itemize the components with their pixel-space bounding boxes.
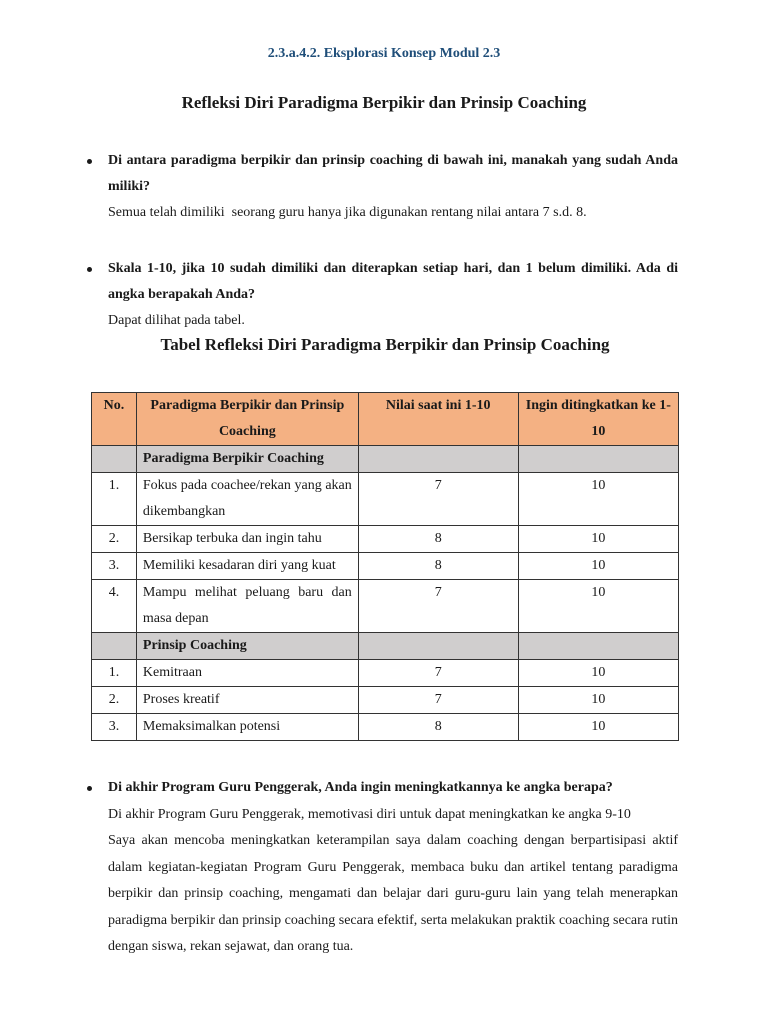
row-current: 7 bbox=[358, 580, 518, 633]
bullet-icon bbox=[87, 786, 92, 791]
question-block-2 bbox=[108, 256, 678, 334]
row-current: 8 bbox=[358, 714, 518, 741]
row-current: 7 bbox=[358, 687, 518, 714]
row-item: Memaksimalkan potensi bbox=[136, 714, 358, 741]
page-title: Refleksi Diri Paradigma Berpikir dan Prinsip Coaching bbox=[181, 93, 587, 112]
table-row bbox=[92, 714, 679, 741]
section-label: Prinsip Coaching bbox=[136, 633, 358, 660]
table-row bbox=[92, 473, 679, 526]
header-item: Paradigma Berpikir dan Prinsip Coaching bbox=[136, 393, 358, 446]
row-target: 10 bbox=[518, 687, 678, 714]
row-current: 7 bbox=[358, 473, 518, 526]
row-target: 10 bbox=[518, 553, 678, 580]
answer-text: Semua telah dimiliki seorang guru hanya jika digunakan rentang nilai antara 7 s.d. 8. bbox=[108, 205, 587, 220]
row-item: Memiliki kesadaran diri yang kuat bbox=[136, 553, 358, 580]
row-item: Bersikap terbuka dan ingin tahu bbox=[136, 526, 358, 553]
header-current: Nilai saat ini 1-10 bbox=[358, 393, 518, 446]
table-row bbox=[92, 660, 679, 687]
row-no: 4. bbox=[92, 580, 137, 633]
question-block-1 bbox=[108, 148, 678, 226]
table-row bbox=[92, 526, 679, 553]
row-item: Kemitraan bbox=[136, 660, 358, 687]
section-label: Paradigma Berpikir Coaching bbox=[136, 446, 358, 473]
row-target: 10 bbox=[518, 660, 678, 687]
row-item: Proses kreatif bbox=[136, 687, 358, 714]
question-text: Di antara paradigma berpikir dan prinsip coaching di bawah ini, manakah yang sudah Anda miliki? bbox=[108, 153, 678, 194]
row-target: 10 bbox=[518, 714, 678, 741]
row-no: 2. bbox=[92, 687, 137, 714]
row-no: 3. bbox=[92, 553, 137, 580]
table-row bbox=[92, 553, 679, 580]
table-title: Tabel Refleksi Diri Paradigma Berpikir dan Prinsip Coaching bbox=[160, 335, 610, 354]
row-current: 8 bbox=[358, 526, 518, 553]
question-text: Skala 1-10, jika 10 sudah dimiliki dan diterapkan setiap hari, dan 1 belum dimiliki. Ada di angka berapakah Anda? bbox=[108, 261, 678, 302]
table-header-row bbox=[92, 393, 679, 446]
answer-text: Dapat dilihat pada tabel. bbox=[108, 313, 245, 328]
row-current: 8 bbox=[358, 553, 518, 580]
row-no: 3. bbox=[92, 714, 137, 741]
row-target: 10 bbox=[518, 473, 678, 526]
section-row bbox=[92, 446, 679, 473]
question-block-3 bbox=[108, 775, 678, 961]
section-heading: 2.3.a.4.2. Eksplorasi Konsep Modul 2.3 bbox=[267, 46, 501, 61]
bullet-icon bbox=[87, 159, 92, 164]
table-row bbox=[92, 687, 679, 714]
table-row bbox=[92, 580, 679, 633]
row-no: 2. bbox=[92, 526, 137, 553]
row-no: 1. bbox=[92, 660, 137, 687]
row-item: Fokus pada coachee/rekan yang akan dikembangkan bbox=[136, 473, 358, 526]
reflection-table bbox=[91, 392, 679, 741]
answer-text-paragraph: Saya akan mencoba meningkatkan keterampilan saya dalam coaching dengan berpartisipasi aktif dalam kegiatan-kegiatan Program Guru Penggerak, membaca buku dan artikel tentang paradigma berpikir dan prinsip coaching, mengamati dan belajar dari guru-guru lain yang telah menerapkan paradigma berpikir dan prinsip coaching secara efektif, serta melakukan praktik coaching secara rutin dengan siswa, rekan sejawat, dan orang tua. bbox=[108, 833, 678, 954]
row-item: Mampu melihat peluang baru dan masa depan bbox=[136, 580, 358, 633]
question-text: Di akhir Program Guru Penggerak, Anda ingin meningkatkannya ke angka berapa? bbox=[108, 780, 613, 795]
answer-text-line1: Di akhir Program Guru Penggerak, memotivasi diri untuk dapat meningkatkan ke angka 9-10 bbox=[108, 806, 631, 822]
row-target: 10 bbox=[518, 526, 678, 553]
row-no: 1. bbox=[92, 473, 137, 526]
row-target: 10 bbox=[518, 580, 678, 633]
section-row bbox=[92, 633, 679, 660]
header-no: No. bbox=[92, 393, 137, 446]
bullet-icon bbox=[87, 267, 92, 272]
row-current: 7 bbox=[358, 660, 518, 687]
header-target: Ingin ditingkatkan ke 1-10 bbox=[518, 393, 678, 446]
